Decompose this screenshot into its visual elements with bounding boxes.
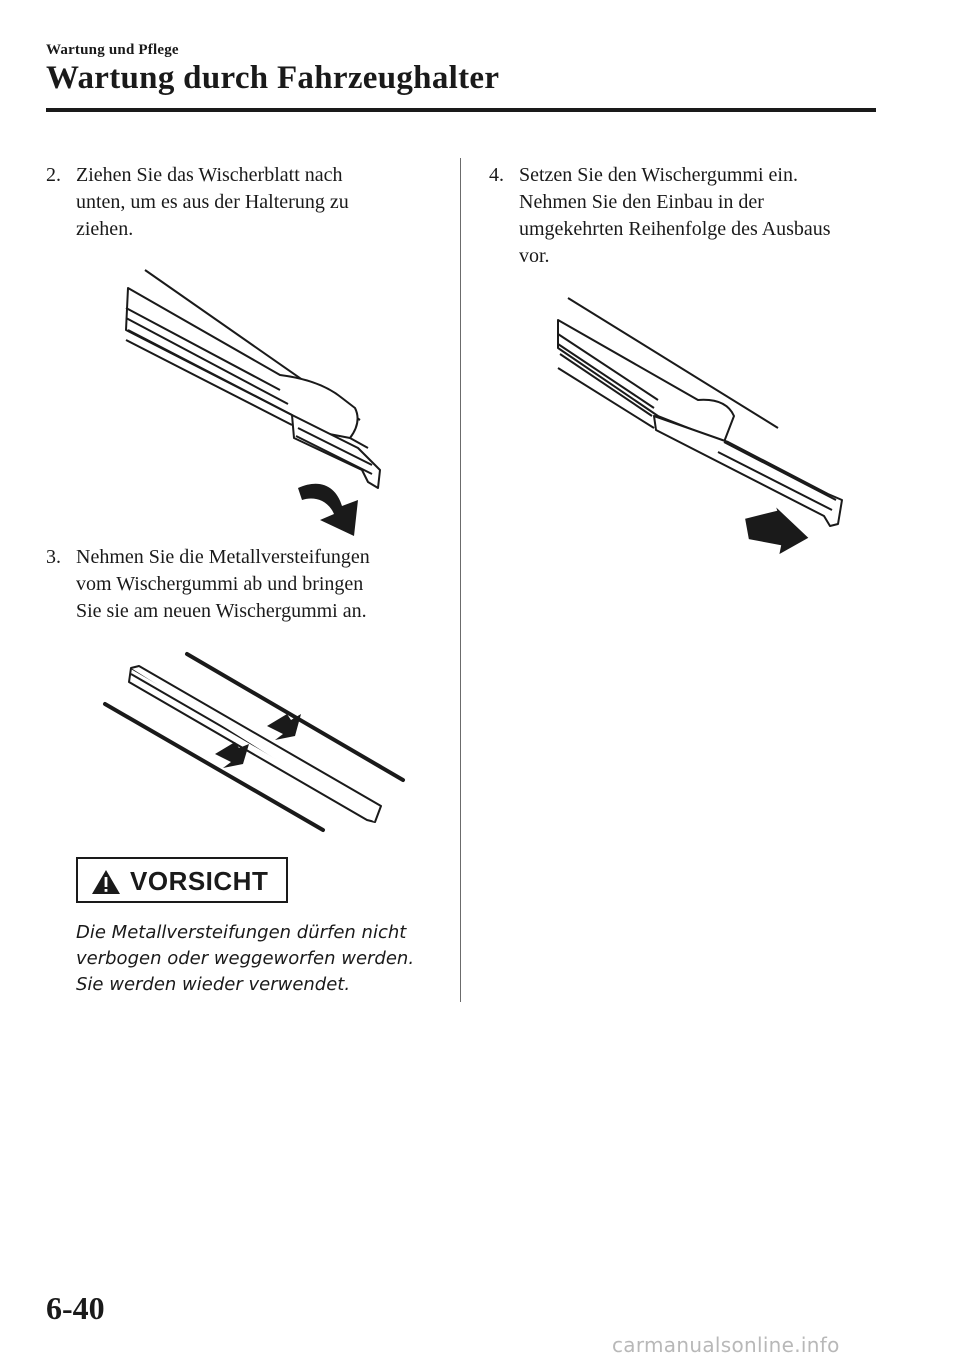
metal-stiffener-illustration	[95, 648, 415, 838]
step-text	[76, 544, 370, 625]
step-text-line: umgekehrten Reihenfolge des Ausbaus	[519, 218, 831, 240]
step-text-line: ziehen.	[76, 218, 134, 240]
caution-label: VORSICHT	[130, 866, 269, 896]
title-rule	[46, 108, 876, 112]
step-text-line: Nehmen Sie den Einbau in der	[519, 191, 764, 213]
arrow-push-icon	[744, 504, 810, 556]
step-text-line: Ziehen Sie das Wischerblatt nach	[76, 164, 343, 186]
step-number: 2.	[46, 164, 61, 186]
step-text-line: Sie sie am neuen Wischergummi an.	[76, 600, 367, 622]
wiper-install-illustration	[548, 292, 858, 562]
step-number: 3.	[46, 546, 61, 568]
caution-text-line: verbogen oder weggeworfen werden.	[76, 948, 415, 969]
step-text-line: unten, um es aus der Halterung zu	[76, 191, 349, 213]
warning-triangle-icon	[91, 869, 121, 895]
page-title: Wartung durch Fahrzeughalter	[46, 60, 500, 96]
section-label: Wartung und Pflege	[46, 42, 179, 58]
arrow-icon	[267, 714, 301, 740]
step-2	[46, 162, 446, 252]
step-4	[489, 162, 929, 278]
column-divider	[460, 158, 461, 1002]
step-number: 4.	[489, 164, 504, 186]
step-text-line: vor.	[519, 245, 550, 267]
step-text-line: Setzen Sie den Wischergummi ein.	[519, 164, 798, 186]
caution-box	[76, 857, 288, 903]
caution-text	[76, 920, 414, 998]
step-text-line: Nehmen Sie die Metallversteifungen	[76, 546, 370, 568]
step-text	[76, 162, 349, 243]
step-text-line: vom Wischergummi ab und bringen	[76, 573, 364, 595]
caution-text-line: Sie werden wieder verwendet.	[76, 974, 351, 995]
wiper-removal-illustration	[110, 260, 410, 540]
step-3	[46, 544, 446, 634]
arrow-down-icon	[298, 484, 358, 536]
caution-text-line: Die Metallversteifungen dürfen nicht	[76, 922, 407, 943]
watermark: carmanualsonline.info	[612, 1333, 840, 1357]
step-text	[519, 162, 831, 270]
page-number: 6-40	[46, 1290, 105, 1326]
